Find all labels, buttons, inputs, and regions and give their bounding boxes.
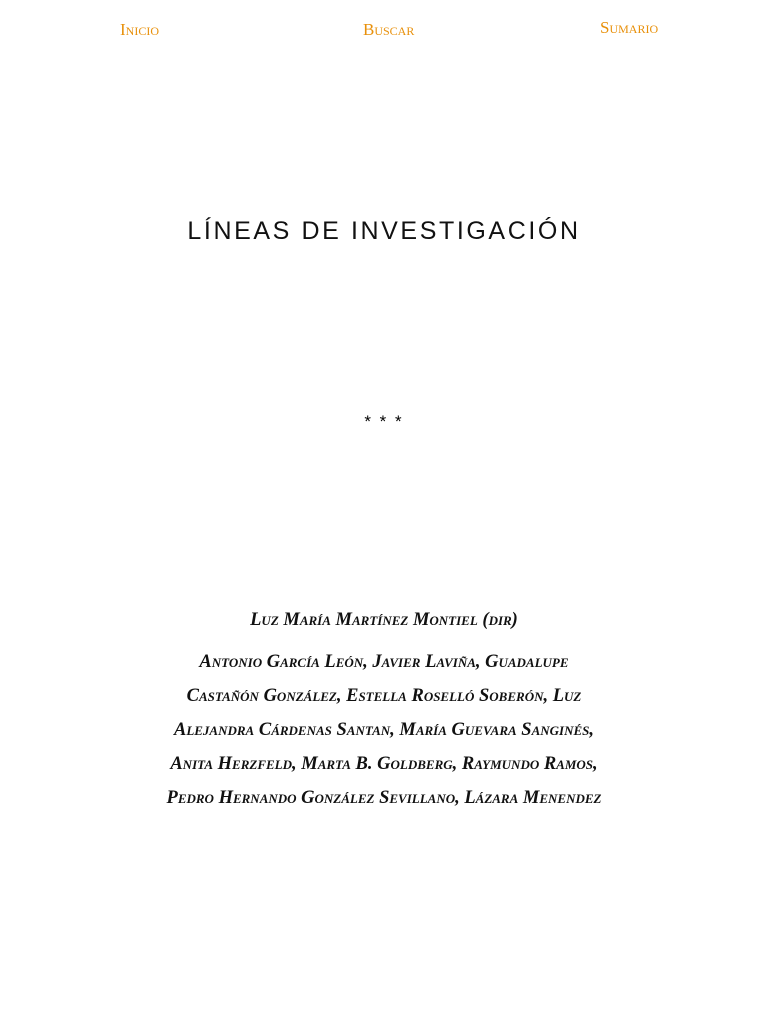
author-line: Anita Herzfeld, Marta B. Goldberg, Raymundo Ramos, xyxy=(170,754,598,774)
nav-link-buscar[interactable]: Buscar xyxy=(363,20,415,39)
page-title: LÍNEAS DE INVESTIGACIÓN xyxy=(187,217,581,245)
author-line: Antonio García León, Javier Laviña, Guadalupe xyxy=(199,652,569,672)
author-line: Pedro Hernando González Sevillano, Lázara Menendez xyxy=(166,788,602,808)
section-separator: * * * xyxy=(364,412,404,431)
nav-link-sumario[interactable]: Sumario xyxy=(600,18,659,37)
author-line: Alejandra Cárdenas Santan, María Guevara Sanginés, xyxy=(173,720,595,740)
author-list xyxy=(0,650,768,820)
director-name: Luz María Martínez Montiel (dir) xyxy=(250,610,518,630)
nav-link-inicio[interactable]: Inicio xyxy=(120,20,159,39)
author-line: Castañón González, Estella Roselló Soberón, Luz xyxy=(186,686,582,706)
